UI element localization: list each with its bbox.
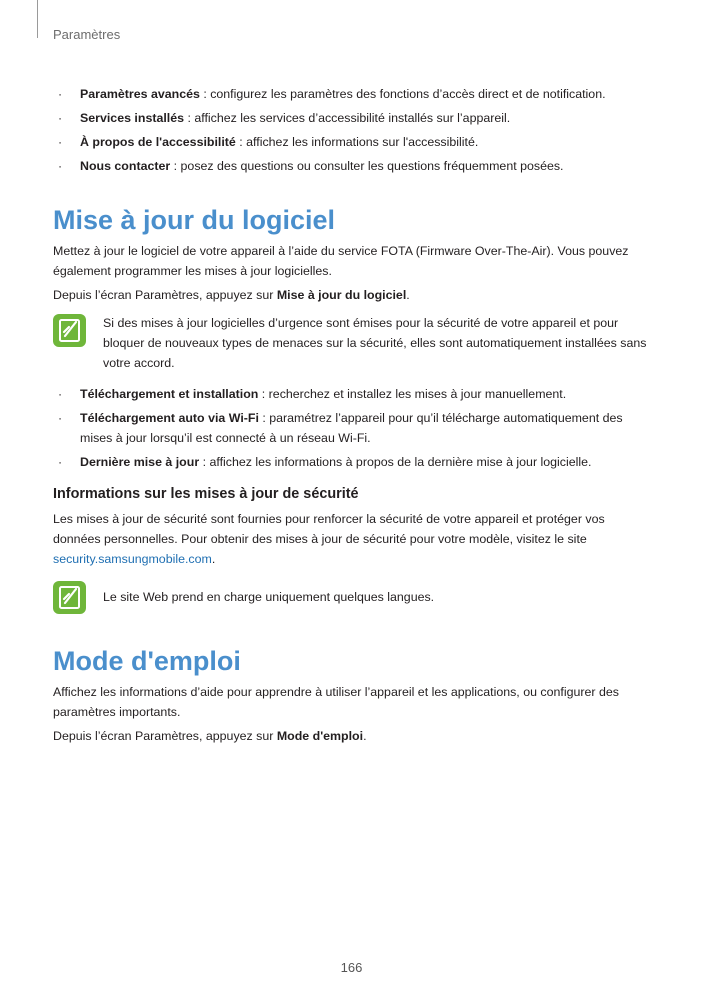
list-item <box>53 408 653 448</box>
security-text: Les mises à jour de sécurité sont fournies pour renforcer la sécurité de votre appareil et protéger vos données personnelles. Pour obtenir des mises à jour de sécurité pour votre modèle, visitez le site <box>53 512 605 546</box>
update-intro: Mettez à jour le logiciel de votre appareil à l’aide du service FOTA (Firmware Over-The-Air). Vous pouvez également programmer les mises à jour logicielles. <box>53 244 629 278</box>
list-item <box>53 84 653 104</box>
note-text: Si des mises à jour logicielles d’urgence sont émises pour la sécurité de votre appareil et pour bloquer de nouveaux types de menaces sur la sécurité, elles sont automatiquement installées sans votre accord. <box>103 316 647 370</box>
update-bullet-list <box>53 384 653 472</box>
path-prefix: Depuis l’écran Paramètres, appuyez sur <box>53 288 277 302</box>
bullet-text: : affichez les services d’accessibilité installés sur l’appareil. <box>184 111 511 125</box>
header-rule <box>37 0 38 38</box>
update-path <box>53 285 653 305</box>
note-box-update <box>53 313 653 373</box>
section-title-user-manual: Mode d'emploi <box>53 646 241 676</box>
bullet-text: : recherchez et installez les mises à jour manuellement. <box>258 387 567 401</box>
manual-path <box>53 726 653 746</box>
running-title: Paramètres <box>53 27 121 42</box>
bullet-dot: · <box>58 87 63 101</box>
bullet-text: : affichez les informations à propos de la dernière mise à jour logicielle. <box>199 455 592 469</box>
bullet-text: : configurez les paramètres des fonctions d’accès direct et de notification. <box>199 87 606 101</box>
security-link[interactable]: security.samsungmobile.com <box>53 552 212 566</box>
page-number: 166 <box>340 960 363 975</box>
list-item <box>53 156 653 176</box>
page-content <box>53 84 653 746</box>
bullet-dot: · <box>58 159 63 173</box>
path-suffix: . <box>406 288 410 302</box>
path-prefix: Depuis l’écran Paramètres, appuyez sur <box>53 729 277 743</box>
bullet-term: Téléchargement auto via Wi-Fi <box>80 411 259 425</box>
section-title-software-update: Mise à jour du logiciel <box>53 205 336 235</box>
bullet-text: : posez des questions ou consulter les questions fréquemment posées. <box>170 159 564 173</box>
security-suffix: . <box>211 552 216 566</box>
bullet-dot: · <box>58 135 63 149</box>
note-icon <box>53 314 86 347</box>
subsection-title-security: Informations sur les mises à jour de sécurité <box>53 486 359 502</box>
bullet-text: : paramétrez l’appareil pour qu’il télécharge automatiquement des mises à jour lorsqu’il est connecté à un réseau Wi-Fi. <box>80 411 623 445</box>
bullet-dot: · <box>58 387 63 401</box>
bullet-dot: · <box>58 455 63 469</box>
list-item <box>53 452 653 472</box>
bullet-dot: · <box>58 411 63 425</box>
bullet-term: À propos de l'accessibilité <box>80 135 236 149</box>
bullet-term: Téléchargement et installation <box>80 387 259 401</box>
list-item <box>53 384 653 404</box>
list-item <box>53 132 653 152</box>
note-text: Le site Web prend en charge uniquement quelques langues. <box>103 590 435 604</box>
note-box-security <box>53 580 653 614</box>
security-body <box>53 509 653 569</box>
path-suffix: . <box>363 729 367 743</box>
bullet-term: Services installés <box>80 111 185 125</box>
manual-intro: Affichez les informations d’aide pour apprendre à utiliser l’appareil et les applications, ou configurer des paramètres importants. <box>53 685 619 719</box>
bullet-term: Dernière mise à jour <box>80 455 200 469</box>
bullet-term: Nous contacter <box>80 159 171 173</box>
path-target: Mise à jour du logiciel <box>276 288 407 302</box>
bullet-text: : affichez les informations sur l'accessibilité. <box>235 135 479 149</box>
list-item <box>53 108 653 128</box>
path-target: Mode d'emploi <box>276 729 364 743</box>
bullet-term: Paramètres avancés <box>80 87 200 101</box>
note-icon <box>53 581 86 614</box>
bullet-dot: · <box>58 111 63 125</box>
intro-bullet-list <box>53 84 653 176</box>
